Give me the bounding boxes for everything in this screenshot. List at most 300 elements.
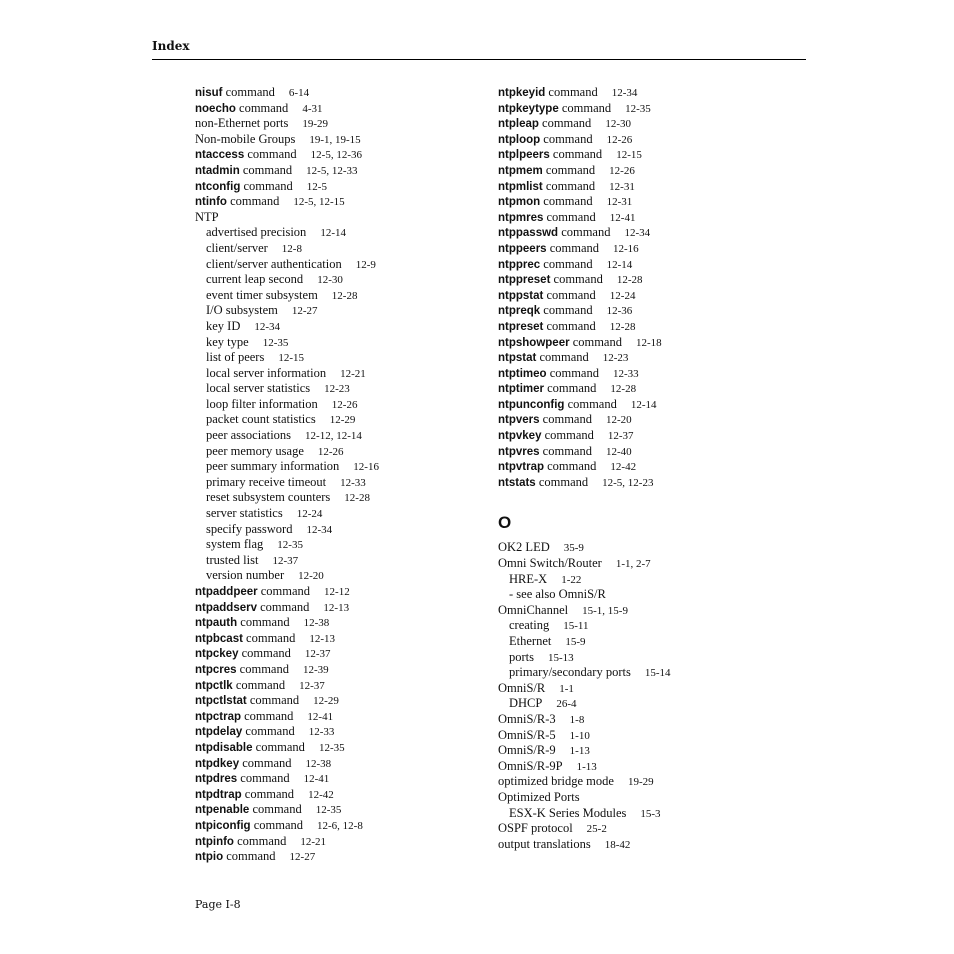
index-entry bbox=[195, 553, 495, 569]
index-entry bbox=[498, 163, 798, 179]
page-reference: 12-27 bbox=[289, 851, 316, 864]
page-reference: 12-35 bbox=[318, 741, 345, 754]
page-reference: 12-5 bbox=[306, 180, 327, 193]
page-reference: 12-37 bbox=[272, 554, 299, 567]
command-keyword: ntpmem bbox=[498, 164, 543, 177]
index-entry bbox=[195, 522, 495, 538]
page-reference: 12-21 bbox=[300, 835, 327, 848]
index-entry bbox=[498, 774, 798, 790]
index-entry bbox=[195, 163, 495, 179]
entry-text: OmniS/R-3 bbox=[498, 711, 556, 726]
entry-text: command bbox=[250, 817, 303, 832]
index-entry bbox=[195, 615, 495, 631]
index-entry bbox=[498, 556, 798, 572]
page-reference: 12-33 bbox=[308, 726, 335, 739]
command-keyword: ntpcres bbox=[195, 663, 237, 676]
entry-text: DHCP bbox=[509, 696, 543, 711]
index-entry bbox=[195, 834, 495, 850]
page-reference: 12-26 bbox=[609, 164, 635, 177]
entry-text: NTP bbox=[195, 209, 219, 224]
entry-text: Ethernet bbox=[509, 634, 552, 648]
page-reference: 12-23 bbox=[324, 383, 350, 396]
command-keyword: ntpkeytype bbox=[498, 102, 559, 115]
entry-text: command bbox=[546, 365, 599, 380]
page-reference: 12-23 bbox=[602, 352, 629, 365]
index-column-right bbox=[498, 85, 798, 852]
index-entry bbox=[195, 412, 495, 428]
index-entry bbox=[195, 740, 495, 756]
entry-text: command bbox=[542, 178, 596, 193]
index-entry bbox=[498, 837, 798, 853]
entry-text: list of peers bbox=[206, 350, 265, 365]
page-reference: 12-8 bbox=[281, 242, 302, 255]
index-entry bbox=[498, 210, 798, 226]
page-reference: 12-35 bbox=[262, 336, 289, 349]
entry-text: server statistics bbox=[206, 506, 283, 521]
index-entry bbox=[195, 724, 495, 740]
index-entry bbox=[498, 179, 798, 195]
entry-text: command bbox=[241, 708, 294, 723]
page-reference: 15-1, 15-9 bbox=[582, 604, 628, 617]
entry-text: command bbox=[246, 693, 300, 708]
page-reference: 12-6, 12-8 bbox=[317, 819, 363, 832]
index-entry bbox=[498, 603, 798, 619]
entry-text: command bbox=[249, 802, 302, 817]
entry-text: system flag bbox=[206, 537, 264, 552]
entry-text: command bbox=[232, 677, 286, 692]
page-reference: 12-42 bbox=[610, 461, 637, 474]
entry-text: command bbox=[235, 100, 289, 115]
index-entry bbox=[195, 241, 495, 257]
entry-text: command bbox=[240, 178, 293, 193]
index-column-left bbox=[195, 85, 495, 865]
command-keyword: ntpbcast bbox=[195, 632, 243, 645]
index-entry bbox=[195, 428, 495, 444]
page-reference: 12-29 bbox=[329, 414, 356, 427]
page-reference: 12-34 bbox=[306, 523, 333, 536]
index-entry bbox=[195, 101, 495, 117]
entry-text: OmniS/R-5 bbox=[498, 727, 556, 742]
page-reference: 12-15 bbox=[616, 149, 642, 162]
command-keyword: ntpckey bbox=[195, 648, 239, 661]
entry-text: command bbox=[543, 318, 596, 333]
entry-text: command bbox=[237, 615, 290, 630]
command-keyword: ntpvkey bbox=[498, 430, 542, 443]
page-reference: 26-4 bbox=[556, 698, 577, 711]
command-keyword: ntppeers bbox=[498, 242, 547, 255]
entry-text: command bbox=[242, 630, 296, 645]
entry-text: command bbox=[546, 240, 599, 255]
index-entry bbox=[195, 631, 495, 647]
entry-text: current leap second bbox=[206, 272, 304, 287]
page-reference: 12-30 bbox=[317, 274, 343, 287]
page-reference: 12-24 bbox=[296, 508, 323, 521]
command-keyword: ntploop bbox=[498, 133, 541, 146]
page-reference: 12-29 bbox=[313, 695, 339, 708]
index-entry bbox=[498, 572, 798, 588]
page-reference: 15-13 bbox=[548, 651, 574, 664]
index-entry bbox=[498, 728, 798, 744]
entry-text: command bbox=[257, 584, 311, 598]
index-entry bbox=[498, 366, 798, 382]
entry-text: event timer subsystem bbox=[206, 287, 318, 302]
command-keyword: ntpshowpeer bbox=[498, 336, 570, 349]
command-keyword: ntpleap bbox=[498, 118, 539, 131]
command-keyword: ntpctlstat bbox=[195, 695, 247, 708]
section-heading-o: O bbox=[498, 513, 512, 533]
index-entry bbox=[498, 101, 798, 117]
page-reference: 12-38 bbox=[303, 617, 330, 630]
entry-text: command bbox=[540, 256, 593, 271]
index-entry bbox=[195, 787, 495, 803]
entry-text: command bbox=[539, 412, 592, 427]
index-entry bbox=[195, 194, 495, 210]
entry-text: output translations bbox=[498, 836, 591, 851]
entry-text: loop filter information bbox=[206, 396, 318, 411]
index-entry bbox=[195, 397, 495, 413]
index-entry bbox=[195, 288, 495, 304]
page-reference: 25-2 bbox=[586, 823, 607, 836]
index-entry bbox=[498, 257, 798, 273]
entry-text: OmniS/R-9P bbox=[498, 758, 563, 773]
entry-text: command bbox=[544, 459, 597, 474]
index-entry bbox=[195, 771, 495, 787]
entry-text: command bbox=[242, 724, 295, 739]
page-reference: 4-31 bbox=[302, 102, 323, 115]
page-reference: 12-33 bbox=[340, 476, 366, 489]
entry-text: command bbox=[545, 85, 598, 99]
page-reference: 12-16 bbox=[613, 242, 639, 255]
page-reference: 6-14 bbox=[288, 87, 310, 99]
index-entry bbox=[195, 506, 495, 522]
index-entry bbox=[498, 650, 798, 666]
entry-text: command bbox=[535, 474, 589, 489]
entry-text: packet count statistics bbox=[206, 412, 316, 427]
command-keyword: ntpio bbox=[195, 851, 224, 864]
entry-text: command bbox=[544, 381, 597, 396]
index-entry bbox=[498, 712, 798, 728]
entry-text: command bbox=[564, 396, 617, 411]
entry-text: command bbox=[222, 85, 275, 99]
index-entry bbox=[195, 709, 495, 725]
index-entry bbox=[195, 272, 495, 288]
index-entry bbox=[498, 790, 798, 806]
index-entry bbox=[195, 849, 495, 865]
entry-text: creating bbox=[509, 618, 550, 633]
entry-text: Non-mobile Groups bbox=[195, 131, 296, 146]
entry-text: OK2 LED bbox=[498, 540, 550, 555]
index-entry bbox=[195, 459, 495, 475]
page-reference: 12-13 bbox=[323, 601, 350, 614]
index-entry bbox=[195, 756, 495, 772]
entry-text: trusted list bbox=[206, 552, 259, 567]
index-entry bbox=[498, 335, 798, 351]
index-entry bbox=[498, 225, 798, 241]
index-entry bbox=[498, 665, 798, 681]
page-reference: 12-42 bbox=[308, 788, 334, 801]
command-keyword: ntpvtrap bbox=[498, 461, 544, 474]
index-entry bbox=[498, 475, 798, 491]
page-reference: 12-14 bbox=[606, 258, 633, 271]
page-reference: 12-34 bbox=[624, 227, 651, 240]
entry-text: client/server authentication bbox=[206, 256, 342, 271]
index-entry bbox=[498, 587, 798, 603]
index-entry bbox=[498, 821, 798, 837]
page-reference: 19-29 bbox=[302, 118, 329, 131]
command-keyword: ntpaddserv bbox=[195, 601, 257, 614]
index-entry bbox=[498, 272, 798, 288]
command-keyword: ntpdelay bbox=[195, 726, 243, 739]
page-reference: 19-29 bbox=[627, 776, 654, 789]
entry-text: command bbox=[236, 661, 289, 676]
command-keyword: ntpkeyid bbox=[498, 87, 546, 99]
page-reference: 12-35 bbox=[277, 539, 303, 552]
entry-text: command bbox=[550, 272, 603, 287]
entry-text: command bbox=[538, 116, 592, 131]
command-keyword: ntptimeo bbox=[498, 367, 547, 380]
index-entry bbox=[498, 696, 798, 712]
page-reference: 12-35 bbox=[315, 804, 342, 817]
entry-text: non-Ethernet ports bbox=[195, 116, 289, 131]
page-reference: 12-16 bbox=[353, 461, 379, 474]
page-reference: 12-31 bbox=[606, 196, 633, 209]
entry-text: command bbox=[238, 646, 291, 661]
entry-text: command bbox=[239, 755, 292, 770]
command-keyword: ntinfo bbox=[195, 196, 227, 209]
command-keyword: ntstats bbox=[498, 476, 536, 489]
index-list-n-continued bbox=[498, 85, 798, 490]
page-reference: 12-15 bbox=[278, 352, 304, 365]
page-reference: 1-8 bbox=[569, 713, 585, 726]
entry-text: command bbox=[223, 849, 276, 864]
command-keyword: ntpenable bbox=[195, 804, 250, 817]
index-entry bbox=[195, 303, 495, 319]
page-reference: 12-20 bbox=[605, 414, 632, 427]
entry-text: command bbox=[241, 786, 295, 801]
page-reference: 12-28 bbox=[331, 289, 358, 302]
index-entry bbox=[195, 257, 495, 273]
command-keyword: ntppstat bbox=[498, 289, 544, 302]
entry-text: key type bbox=[206, 334, 249, 349]
page-reference: 12-5, 12-23 bbox=[602, 476, 654, 489]
page-reference: 12-28 bbox=[609, 320, 636, 333]
entry-text: OmniChannel bbox=[498, 602, 569, 617]
entry-text: primary/secondary ports bbox=[509, 665, 631, 680]
command-keyword: ntppasswd bbox=[498, 227, 559, 240]
header-divider bbox=[152, 59, 806, 60]
index-entry bbox=[498, 303, 798, 319]
command-keyword: ntpiconfig bbox=[195, 819, 251, 832]
page-reference: 12-38 bbox=[305, 757, 332, 770]
index-entry bbox=[498, 428, 798, 444]
command-keyword: ntpaddpeer bbox=[195, 586, 258, 598]
index-entry bbox=[195, 179, 495, 195]
entry-text: command bbox=[239, 162, 293, 177]
command-keyword: ntpmon bbox=[498, 196, 541, 209]
page-reference: 12-5, 12-15 bbox=[293, 196, 345, 209]
command-keyword: noecho bbox=[195, 102, 236, 115]
page-reference: 12-5, 12-36 bbox=[310, 149, 362, 162]
command-keyword: ntpinfo bbox=[195, 835, 234, 848]
command-keyword: ntpdkey bbox=[195, 757, 240, 770]
index-entry bbox=[498, 194, 798, 210]
entry-text: command bbox=[257, 599, 310, 614]
index-entry bbox=[498, 241, 798, 257]
entry-text: command bbox=[540, 303, 593, 318]
command-keyword: ntpvers bbox=[498, 414, 540, 427]
index-entry bbox=[498, 444, 798, 460]
entry-text: command bbox=[549, 147, 603, 162]
running-header: Index bbox=[152, 39, 190, 53]
command-keyword: ntconfig bbox=[195, 180, 241, 193]
entry-text: local server information bbox=[206, 365, 327, 380]
entry-text: command bbox=[569, 334, 622, 349]
page-reference: 12-14 bbox=[630, 398, 657, 411]
page-reference: 1-22 bbox=[561, 573, 582, 586]
index-entry bbox=[195, 381, 495, 397]
page-reference: 12-34 bbox=[611, 87, 638, 99]
page-reference: 15-9 bbox=[565, 636, 586, 648]
index-entry bbox=[195, 350, 495, 366]
page-reference: 12-40 bbox=[605, 445, 632, 458]
command-keyword: ntpauth bbox=[195, 617, 238, 630]
entry-text: primary receive timeout bbox=[206, 474, 327, 489]
page-reference: 12-26 bbox=[606, 133, 633, 146]
page-reference: 12-26 bbox=[317, 445, 344, 458]
command-keyword: ntpdtrap bbox=[195, 788, 242, 801]
index-entry bbox=[498, 806, 798, 822]
entry-text: peer memory usage bbox=[206, 443, 304, 458]
entry-text: OSPF protocol bbox=[498, 821, 573, 836]
page-reference: 1-1, 2-7 bbox=[615, 558, 651, 571]
entry-text: command bbox=[540, 131, 593, 146]
page-reference: 12-37 bbox=[607, 430, 634, 443]
index-entry bbox=[498, 288, 798, 304]
index-entry bbox=[195, 490, 495, 506]
index-entry bbox=[195, 210, 495, 226]
page-reference: 19-1, 19-15 bbox=[309, 133, 361, 146]
page-reference: 12-20 bbox=[298, 570, 324, 583]
index-entry bbox=[195, 802, 495, 818]
entry-text: command bbox=[237, 771, 290, 786]
index-entry bbox=[195, 646, 495, 662]
page-reference: 1-13 bbox=[569, 745, 590, 758]
entry-text: I/O subsystem bbox=[206, 303, 278, 318]
command-keyword: ntadmin bbox=[195, 164, 240, 177]
page-reference: 1-13 bbox=[576, 760, 597, 773]
page-reference: 12-5, 12-33 bbox=[306, 164, 358, 177]
entry-text: HRE-X bbox=[509, 571, 548, 586]
entry-text: Omni Switch/Router bbox=[498, 556, 602, 571]
page-reference: 12-12, 12-14 bbox=[305, 430, 362, 443]
entry-text: ports bbox=[509, 649, 534, 664]
entry-text: optimized bridge mode bbox=[498, 774, 614, 789]
page-reference: 12-27 bbox=[291, 305, 318, 318]
command-keyword: ntpvres bbox=[498, 445, 540, 458]
page-number: Page I-8 bbox=[195, 898, 241, 911]
page-reference: 12-31 bbox=[609, 180, 635, 193]
command-keyword: ntptimer bbox=[498, 383, 544, 396]
index-entry bbox=[498, 350, 798, 366]
entry-text: command bbox=[226, 194, 280, 209]
page-reference: 12-14 bbox=[320, 227, 346, 240]
index-entry bbox=[195, 116, 495, 132]
command-keyword: ntpmres bbox=[498, 211, 544, 224]
entry-text: client/server bbox=[206, 240, 268, 255]
index-entry bbox=[195, 444, 495, 460]
page-reference: 12-37 bbox=[304, 648, 331, 661]
entry-text: advertised precision bbox=[206, 225, 307, 240]
index-entry bbox=[195, 366, 495, 382]
page-reference: 35-9 bbox=[563, 542, 584, 555]
entry-text: command bbox=[536, 350, 589, 365]
entry-text: local server statistics bbox=[206, 381, 311, 396]
page-reference: 12-41 bbox=[303, 773, 330, 786]
index-entry bbox=[195, 147, 495, 163]
entry-text: reset subsystem counters bbox=[206, 490, 331, 505]
command-keyword: ntpdisable bbox=[195, 741, 253, 754]
index-entry bbox=[498, 397, 798, 413]
entry-text: command bbox=[539, 443, 592, 458]
index-entry bbox=[498, 540, 798, 556]
page-reference: 15-14 bbox=[644, 667, 671, 680]
entry-text: command bbox=[244, 147, 297, 162]
page-reference: 12-39 bbox=[302, 663, 329, 676]
command-keyword: ntplpeers bbox=[498, 149, 550, 162]
index-entry bbox=[498, 743, 798, 759]
page-reference: 12-37 bbox=[299, 679, 325, 692]
entry-text: command bbox=[233, 833, 287, 848]
index-entry bbox=[498, 634, 798, 650]
index-entry bbox=[498, 147, 798, 163]
command-keyword: ntppreset bbox=[498, 274, 551, 287]
command-keyword: ntpprec bbox=[498, 258, 541, 271]
entry-text: version number bbox=[206, 568, 285, 583]
index-entry bbox=[498, 759, 798, 775]
entry-text: ESX-K Series Modules bbox=[509, 805, 627, 820]
command-keyword: ntaccess bbox=[195, 149, 245, 162]
page-reference: 12-9 bbox=[355, 258, 376, 271]
index-list-o bbox=[498, 540, 798, 852]
index-entry bbox=[498, 412, 798, 428]
entry-text: Optimized Ports bbox=[498, 789, 580, 804]
index-entry bbox=[195, 662, 495, 678]
command-keyword: ntpctrap bbox=[195, 710, 241, 723]
index-entry bbox=[195, 693, 495, 709]
index-entry bbox=[498, 618, 798, 634]
page-reference: 12-28 bbox=[616, 274, 643, 287]
page-reference: 15-11 bbox=[563, 620, 589, 633]
index-entry bbox=[195, 678, 495, 694]
entry-text: peer associations bbox=[206, 428, 292, 443]
entry-text: command bbox=[558, 100, 612, 115]
index-entry bbox=[498, 381, 798, 397]
page-reference: 12-24 bbox=[609, 289, 636, 302]
entry-text: OmniS/R-9 bbox=[498, 743, 556, 758]
entry-text: command bbox=[542, 162, 596, 177]
page-reference: 12-30 bbox=[605, 118, 631, 131]
command-keyword: ntpreqk bbox=[498, 305, 541, 318]
index-entry bbox=[195, 225, 495, 241]
page-reference: 12-12 bbox=[324, 586, 350, 598]
index-entry bbox=[498, 116, 798, 132]
page-reference: 12-28 bbox=[610, 383, 637, 396]
entry-text: - see also OmniS/R bbox=[509, 587, 606, 602]
command-keyword: ntpreset bbox=[498, 320, 544, 333]
page-reference: 12-21 bbox=[340, 367, 366, 380]
index-entry bbox=[195, 85, 495, 101]
page-reference: 1-10 bbox=[569, 729, 590, 742]
